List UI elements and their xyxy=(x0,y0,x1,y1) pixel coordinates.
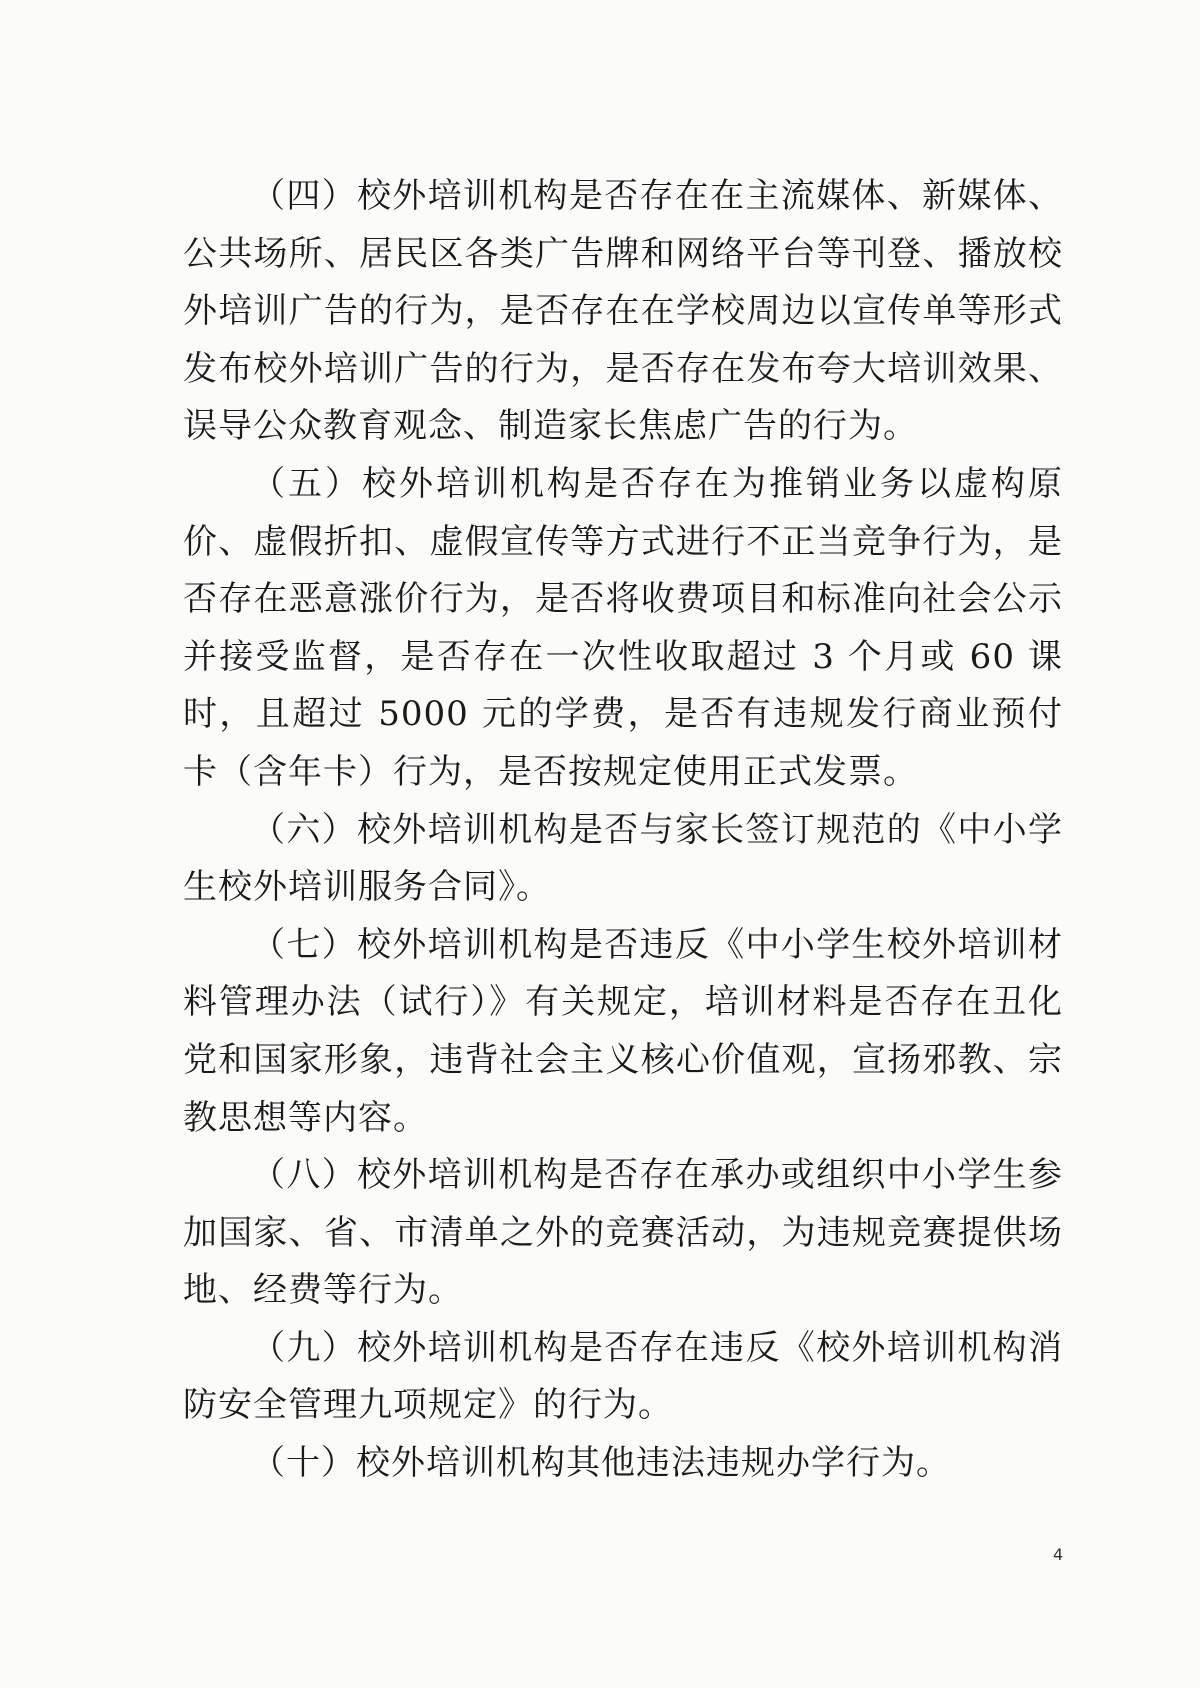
paragraph-5: （五）校外培训机构是否存在为推销业务以虚构原价、虚假折扣、虚假宣传等方式进行不正当竞争行为，是否存在恶意涨价行为，是否将收费项目和标准向社会公示并接受监督，是否存在一次性收取超过 3 个月或 60 课时，且超过 5000 元的学费，是否有违规发行商业预付卡（含年卡）行为，是否按规定使用正式发票。 xyxy=(183,463,1063,792)
paragraph-7: （七）校外培训机构是否违反《中小学生校外培训材料管理办法（试行）》有关规定，培训材料是否存在丑化党和国家形象，违背社会主义核心价值观，宣扬邪教、宗教思想等内容。 xyxy=(183,924,1063,1138)
paragraph-6: （六）校外培训机构是否与家长签订规范的《中小学生校外培训服务合同》。 xyxy=(183,809,1063,908)
paragraph-10: （十）校外培训机构其他违法违规办学行为。 xyxy=(251,1443,951,1484)
paragraph-9: （九）校外培训机构是否存在违反《校外培训机构消防安全管理九项规定》的行为。 xyxy=(183,1327,1063,1426)
page-number: 4 xyxy=(1053,1545,1064,1564)
document-body xyxy=(183,168,1063,1493)
paragraph-8: （八）校外培训机构是否存在承办或组织中小学生参加国家、省、市清单之外的竞赛活动，为违规竞赛提供场地、经费等行为。 xyxy=(183,1155,1063,1311)
paragraph-4: （四）校外培训机构是否存在在主流媒体、新媒体、公共场所、居民区各类广告牌和网络平台等刊登、播放校外培训广告的行为，是否存在在学校周边以宣传单等形式发布校外培训广告的行为，是否存在发布夸大培训效果、误导公众教育观念、制造家长焦虑广告的行为。 xyxy=(183,176,1063,447)
